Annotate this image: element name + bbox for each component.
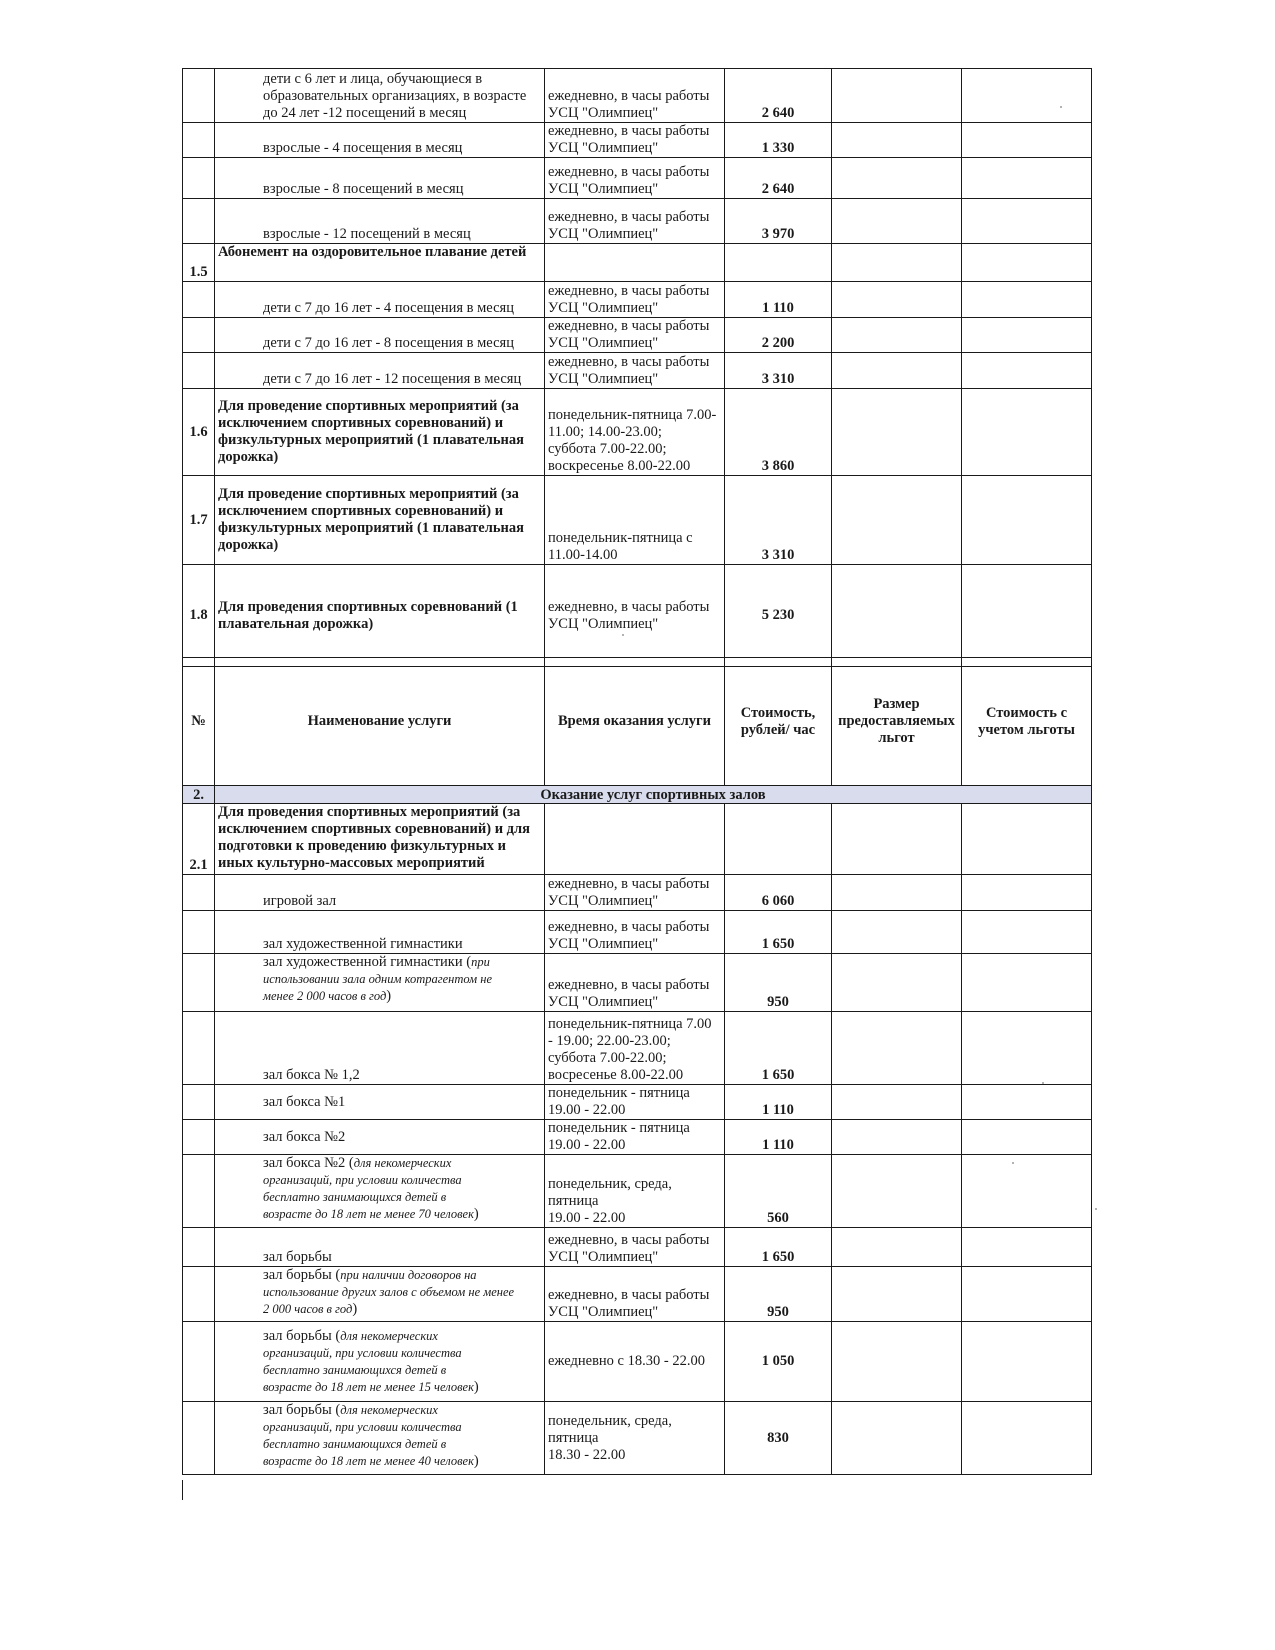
discounted-price-cell [962,1402,1092,1475]
row-number [183,282,215,318]
service-name: Для проведение спортивных мероприятий (за исключением спортивных соревнований) и физкультурных мероприятий (1 плавательная дорожка) [215,476,545,565]
service-price: 560 [725,1155,832,1228]
service-name [215,1402,545,1475]
service-price: 1 050 [725,1322,832,1402]
service-price: 1 650 [725,911,832,954]
discount-cell [832,282,962,318]
table-row [183,1322,1092,1402]
discounted-price-cell [962,389,1092,476]
discounted-price-cell [962,158,1092,199]
row-number [183,911,215,954]
service-price: 1 110 [725,1085,832,1120]
service-name: зал бокса № 1,2 [215,1012,545,1085]
service-time: ежедневно, в часы работы УСЦ "Олимпиец" [545,158,725,199]
table-row [183,954,1092,1012]
service-time [545,244,725,282]
section-number: 2. [183,786,215,804]
service-name: Для проведения спортивных мероприятий (за исключением спортивных соревнований) и для подготовки к проведению физкультурных и иных культурно-массовых мероприятий [215,804,545,875]
table-row [183,911,1092,954]
service-time: понедельник-пятница 7.00- 11.00; 14.00-23.00; суббота 7.00-22.00; воскресенье 8.00-22.00 [545,389,725,476]
table-row [183,1402,1092,1475]
discounted-price-cell [962,804,1092,875]
service-time: ежедневно, в часы работы УСЦ "Олимпиец" [545,565,725,667]
table-row [183,1085,1092,1120]
service-name [215,1322,545,1402]
service-time: понедельник, среда, пятница 19.00 - 22.00 [545,1155,725,1228]
service-time: ежедневно, в часы работы УСЦ "Олимпиец" [545,911,725,954]
discounted-price-cell [962,911,1092,954]
service-time: понедельник-пятница с 11.00-14.00 [545,476,725,565]
table-row [183,875,1092,911]
discount-cell [832,199,962,244]
service-price: 1 650 [725,1228,832,1267]
service-time: ежедневно, в часы работы УСЦ "Олимпиец" [545,69,725,123]
service-name-text: зал борьбы ( [263,1327,341,1344]
table-row [183,565,1092,667]
discounted-price-cell [962,954,1092,1012]
row-number [183,318,215,353]
section-title-row [183,786,1092,804]
service-price: 3 860 [725,389,832,476]
discount-cell [832,875,962,911]
discounted-price-cell [962,1085,1092,1120]
row-number [183,1012,215,1085]
discounted-price-cell [962,123,1092,158]
table-row [183,158,1092,199]
service-price [725,804,832,875]
discounted-price-cell [962,1322,1092,1402]
service-name: Для проведение спортивных мероприятий (за исключением спортивных соревнований) и физкультурных мероприятий (1 плавательная дорожка) [215,389,545,476]
service-time [545,804,725,875]
discount-cell [832,1120,962,1155]
table-row [183,244,1092,282]
service-time: ежедневно, в часы работы УСЦ "Олимпиец" [545,1267,725,1322]
service-price: 830 [725,1402,832,1475]
service-name: зал бокса №2 [215,1120,545,1155]
row-number [183,1085,215,1120]
closing-paren: ) [386,988,392,1004]
column-header-number: № [183,658,215,786]
tariff-table-section-1 [182,68,1092,667]
discount-cell [832,353,962,389]
table-header-row [183,658,1092,786]
row-number: 1.7 [183,476,215,565]
discounted-price-cell [962,565,1092,667]
row-number [183,1322,215,1402]
service-name: Для проведения спортивных соревнований (1 плавательная дорожка) [215,565,545,667]
service-name: взрослые - 12 посещений в месяц [215,199,545,244]
service-price: 6 060 [725,875,832,911]
table-row [183,69,1092,123]
closing-paren: ) [473,1206,479,1222]
service-time: ежедневно, в часы работы УСЦ "Олимпиец" [545,1228,725,1267]
table-row [183,318,1092,353]
service-name-note: при использовании зала одним котрагентом не менее 2 000 часов в год [263,955,492,1003]
service-time: понедельник, среда, пятница 18.30 - 22.00 [545,1402,725,1475]
discounted-price-cell [962,69,1092,123]
service-name-text: зал художественной гимнастики ( [263,954,472,970]
discount-cell [832,1267,962,1322]
service-name-text: зал борьбы ( [263,1402,341,1418]
discounted-price-cell [962,476,1092,565]
service-price [725,244,832,282]
service-name-note: для некомерческих организаций, при условии количества бесплатно занимающихся детей в возрасте до 18 лет не менее 40 человек [263,1403,474,1468]
closing-paren: ) [352,1301,358,1317]
discount-cell [832,1012,962,1085]
service-name: дети с 6 лет и лица, обучающиеся в образовательных организациях, в возрасте до 24 лет -12 посещений в месяц [215,69,545,123]
service-time: ежедневно, в часы работы УСЦ "Олимпиец" [545,123,725,158]
tariff-table-section-2 [182,657,1092,1475]
discounted-price-cell [962,1012,1092,1085]
section-title: Оказание услуг спортивных залов [215,786,1092,804]
service-name-text: зал бокса №2 ( [263,1155,354,1171]
discount-cell [832,318,962,353]
discounted-price-cell [962,1155,1092,1228]
service-price: 1 330 [725,123,832,158]
service-name: дети с 7 до 16 лет - 4 посещения в месяц [215,282,545,318]
service-price: 2 200 [725,318,832,353]
service-name-text: зал борьбы ( [263,1267,341,1283]
row-number [183,954,215,1012]
discounted-price-cell [962,875,1092,911]
row-number [183,1120,215,1155]
row-number [183,1228,215,1267]
service-price: 3 310 [725,476,832,565]
table-row [183,804,1092,875]
service-name [215,1155,545,1228]
service-time: понедельник - пятница 19.00 - 22.00 [545,1085,725,1120]
table-row [183,282,1092,318]
discounted-price-cell [962,1228,1092,1267]
table-row [183,389,1092,476]
discount-cell [832,389,962,476]
scan-speck [622,634,624,636]
service-price: 950 [725,954,832,1012]
closing-paren: ) [473,1453,479,1469]
service-name [215,1267,545,1322]
discounted-price-cell [962,282,1092,318]
row-number [183,1155,215,1228]
service-price: 3 310 [725,353,832,389]
column-header-time: Время оказания услуги [545,658,725,786]
table-row [183,1012,1092,1085]
service-name-note: для некомерческих организаций, при условии количества бесплатно занимающихся детей в возрасте до 18 лет не менее 15 человек [263,1328,474,1394]
column-header-discounted-price: Стоимость с учетом льготы [962,658,1092,786]
discount-cell [832,1155,962,1228]
service-name: игровой зал [215,875,545,911]
discounted-price-cell [962,199,1092,244]
discounted-price-cell [962,244,1092,282]
service-name [215,954,545,1012]
row-number [183,353,215,389]
service-name: дети с 7 до 16 лет - 12 посещения в месяц [215,353,545,389]
row-number [183,69,215,123]
discount-cell [832,1228,962,1267]
row-number: 2.1 [183,804,215,875]
row-number [183,1402,215,1475]
discounted-price-cell [962,1267,1092,1322]
service-time: ежедневно, в часы работы УСЦ "Олимпиец" [545,318,725,353]
service-name: взрослые - 8 посещений в месяц [215,158,545,199]
row-number: 1.6 [183,389,215,476]
discount-cell [832,954,962,1012]
table-row [183,1120,1092,1155]
discount-cell [832,565,962,667]
service-name-note: при наличии договоров на использование других залов с объемом не менее 2 000 часов в год [263,1268,515,1316]
service-name: дети с 7 до 16 лет - 8 посещения в месяц [215,318,545,353]
service-price: 2 640 [725,158,832,199]
discount-cell [832,476,962,565]
service-name: зал бокса №1 [215,1085,545,1120]
table-row [183,353,1092,389]
column-header-name: Наименование услуги [215,658,545,786]
service-name: взрослые - 4 посещения в месяц [215,123,545,158]
service-time: ежедневно, в часы работы УСЦ "Олимпиец" [545,353,725,389]
row-number [183,875,215,911]
discounted-price-cell [962,353,1092,389]
row-number [183,1267,215,1322]
discounted-price-cell [962,318,1092,353]
service-price: 950 [725,1267,832,1322]
table-row [183,123,1092,158]
row-number: 1.5 [183,244,215,282]
service-time: понедельник-пятница 7.00 - 19.00; 22.00-23.00; суббота 7.00-22.00; восресенье 8.00-22.00 [545,1012,725,1085]
service-time: ежедневно с 18.30 - 22.00 [545,1322,725,1402]
discount-cell [832,69,962,123]
service-time: ежедневно, в часы работы УСЦ "Олимпиец" [545,875,725,911]
column-header-discount: Размер предоставляемых льгот [832,658,962,786]
service-price: 1 110 [725,282,832,318]
closing-paren: ) [473,1378,479,1395]
table-row [183,1267,1092,1322]
table-row [183,1228,1092,1267]
row-number [183,158,215,199]
discount-cell [832,804,962,875]
discount-cell [832,123,962,158]
table-row [183,476,1092,565]
discount-cell [832,244,962,282]
row-number [183,199,215,244]
service-price: 3 970 [725,199,832,244]
table-row [183,1155,1092,1228]
service-price: 1 650 [725,1012,832,1085]
service-name: Абонемент на оздоровительное плавание детей [215,244,545,282]
service-time: понедельник - пятница 19.00 - 22.00 [545,1120,725,1155]
discount-cell [832,1402,962,1475]
scan-speck [1042,1082,1044,1084]
service-time: ежедневно, в часы работы УСЦ "Олимпиец" [545,199,725,244]
service-name-note: для некомерческих организаций, при условии количества бесплатно занимающихся детей в возрасте до 18 лет не менее 70 человек [263,1156,474,1221]
table-row [183,199,1092,244]
discounted-price-cell [962,1120,1092,1155]
discount-cell [832,911,962,954]
discount-cell [832,158,962,199]
scan-speck [1012,1162,1014,1164]
service-name: зал борьбы [215,1228,545,1267]
column-header-price: Стоимость, рублей/ час [725,658,832,786]
service-time: ежедневно, в часы работы УСЦ "Олимпиец" [545,282,725,318]
scan-speck [1095,1208,1097,1210]
service-price: 1 110 [725,1120,832,1155]
service-time: ежедневно, в часы работы УСЦ "Олимпиец" [545,954,725,1012]
service-price: 2 640 [725,69,832,123]
service-price: 5 230 [725,565,832,667]
row-number: 1.8 [183,565,215,667]
service-name: зал художественной гимнастики [215,911,545,954]
page-margin-line [182,1480,183,1500]
row-number [183,123,215,158]
scan-speck [1060,106,1062,108]
discount-cell [832,1322,962,1402]
discount-cell [832,1085,962,1120]
